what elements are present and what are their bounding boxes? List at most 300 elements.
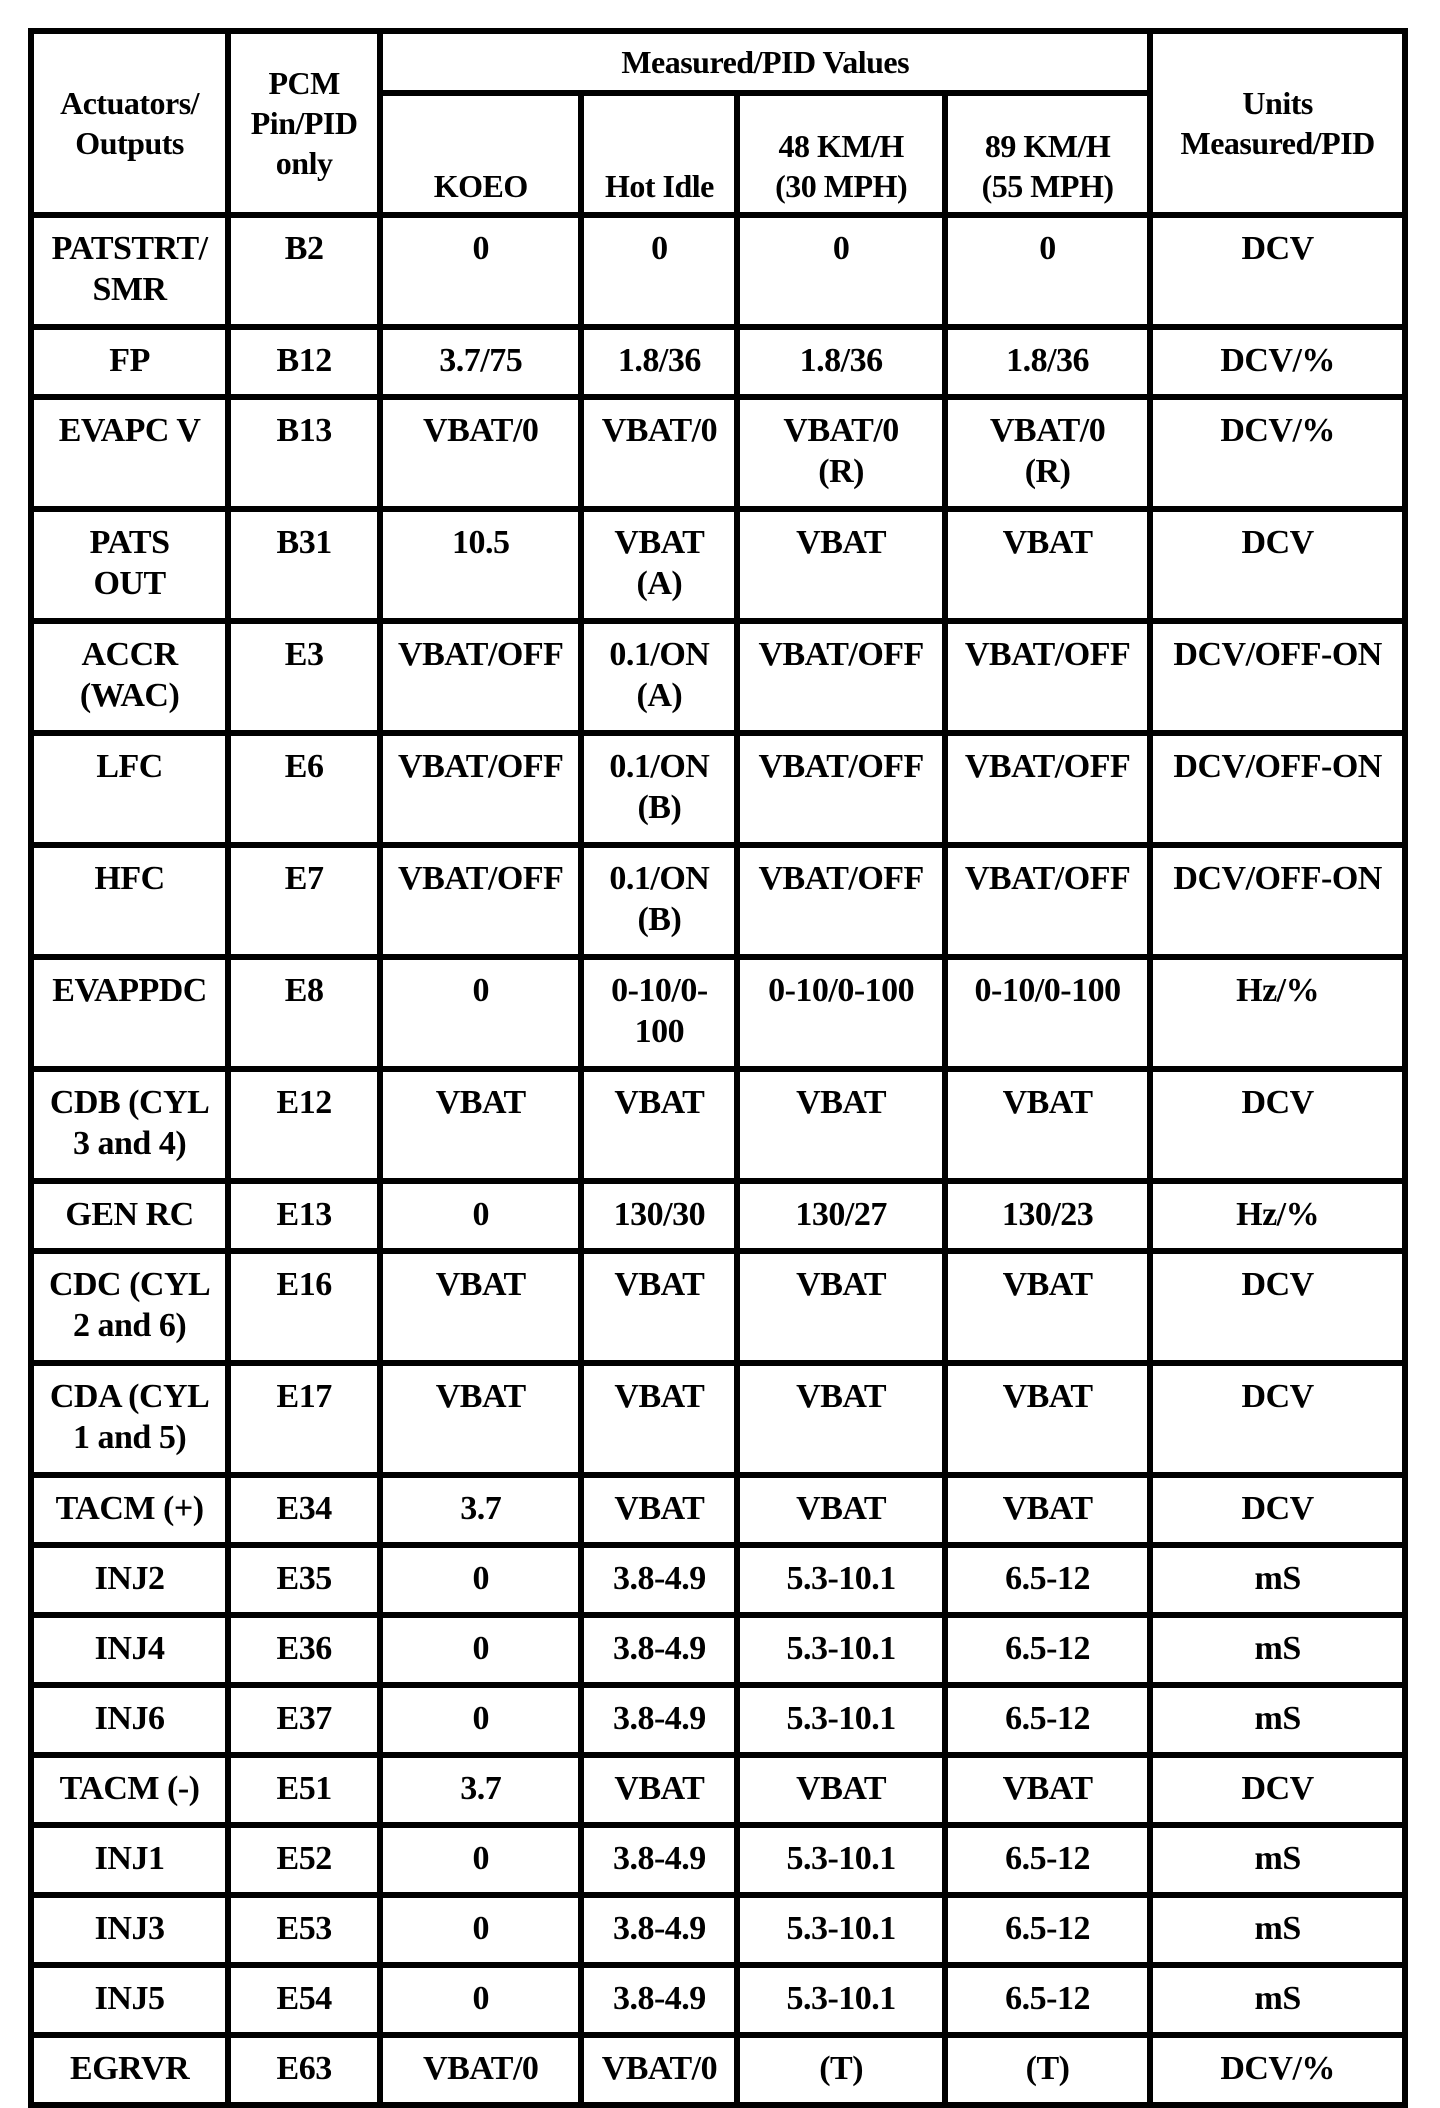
cell-line: 6.5-12	[1005, 1700, 1090, 1737]
cell-line: 0	[651, 230, 668, 267]
cell-line: VBAT	[796, 524, 887, 561]
cell-pin: E3	[231, 624, 377, 730]
cell-output	[34, 1184, 225, 1248]
cell-line: 6.5-12	[1005, 1980, 1090, 2017]
cell-89kmh	[948, 1828, 1147, 1892]
cell-89kmh	[948, 1688, 1147, 1752]
cell-line: 0-10/0-100	[974, 972, 1121, 1009]
cell-line: VBAT/OFF	[964, 636, 1131, 673]
cell-output	[34, 2038, 225, 2102]
cell-line: 0	[472, 1196, 489, 1233]
cell-hot-idle	[584, 512, 734, 618]
cell-line: (T)	[1025, 2050, 1070, 2087]
cell-89kmh	[948, 1548, 1147, 1612]
table-row	[34, 330, 1402, 394]
cell-koeo	[383, 1898, 578, 1962]
cell-89kmh	[948, 2038, 1147, 2102]
cell-output	[34, 1072, 225, 1178]
cell-48kmh	[740, 1968, 941, 2032]
cell-output	[34, 1618, 225, 1682]
cell-48kmh	[740, 1072, 941, 1178]
cell-line: EVAPC V	[58, 412, 201, 449]
cell-89kmh	[948, 1478, 1147, 1542]
cell-pin: E12	[231, 1072, 377, 1178]
cell-line: 3.7	[460, 1490, 502, 1527]
cell-line: PATSTRT/	[51, 230, 208, 267]
table-row	[34, 1184, 1402, 1248]
cell-line: VBAT	[1002, 1266, 1093, 1303]
cell-line: CDC (CYL	[48, 1266, 211, 1303]
cell-koeo	[383, 1072, 578, 1178]
cell-line: OUT	[93, 565, 166, 602]
cell-line: LFC	[96, 748, 163, 785]
cell-line: 3.8-4.9	[612, 1700, 706, 1737]
header-text: Outputs	[75, 125, 184, 161]
cell-line: VBAT/OFF	[398, 860, 564, 897]
cell-units: mS	[1153, 1968, 1402, 2032]
cell-units: DCV	[1153, 512, 1402, 618]
cell-pin: E35	[231, 1548, 377, 1612]
table-row	[34, 1618, 1402, 1682]
table-row	[34, 1758, 1402, 1822]
cell-output	[34, 512, 225, 618]
header-text: (30 MPH)	[775, 168, 908, 204]
cell-line: VBAT	[435, 1084, 526, 1121]
cell-line: 0	[472, 230, 489, 267]
cell-pin: E54	[231, 1968, 377, 2032]
cell-units: DCV/OFF-ON	[1153, 624, 1402, 730]
table-row	[34, 1478, 1402, 1542]
cell-line: 3.7/75	[439, 342, 523, 379]
cell-hot-idle	[584, 848, 734, 954]
cell-hot-idle	[584, 1898, 734, 1962]
cell-line: VBAT/0	[601, 2050, 718, 2087]
cell-89kmh	[948, 512, 1147, 618]
cell-line: VBAT/OFF	[964, 860, 1131, 897]
cell-units: mS	[1153, 1688, 1402, 1752]
cell-line: (A)	[636, 677, 683, 714]
cell-hot-idle	[584, 1968, 734, 2032]
cell-pin: E17	[231, 1366, 377, 1472]
cell-koeo	[383, 2038, 578, 2102]
cell-line: 0	[472, 972, 489, 1009]
cell-line: 0.1/ON	[609, 860, 710, 897]
table-row	[34, 218, 1402, 324]
cell-line: (WAC)	[79, 677, 180, 714]
cell-48kmh	[740, 1184, 941, 1248]
cell-line: INJ3	[94, 1910, 165, 1947]
cell-line: GEN RC	[65, 1196, 194, 1233]
cell-line: 3 and 4)	[73, 1125, 187, 1162]
table-row	[34, 512, 1402, 618]
cell-line: VBAT	[1002, 1378, 1093, 1415]
header-row-1	[34, 34, 1402, 90]
cell-line: PATS	[89, 524, 170, 561]
cell-hot-idle	[584, 1758, 734, 1822]
cell-line: 0-10/0-	[611, 972, 708, 1009]
cell-line: 6.5-12	[1005, 1910, 1090, 1947]
header-text: Measured/PID	[1180, 125, 1375, 161]
cell-line: (B)	[637, 901, 682, 938]
cell-line: EGRVR	[70, 2050, 190, 2087]
cell-line: VBAT/OFF	[398, 636, 564, 673]
cell-line: VBAT	[796, 1490, 887, 1527]
cell-koeo	[383, 330, 578, 394]
cell-line: 0.1/ON	[609, 636, 710, 673]
cell-line: VBAT	[614, 1378, 705, 1415]
cell-line: VBAT/0	[989, 412, 1106, 449]
cell-89kmh	[948, 1618, 1147, 1682]
cell-line: VBAT/0	[601, 412, 718, 449]
cell-line: 3.8-4.9	[612, 1560, 706, 1597]
cell-48kmh	[740, 1618, 941, 1682]
cell-units: DCV/OFF-ON	[1153, 848, 1402, 954]
cell-line: VBAT	[1002, 1490, 1093, 1527]
cell-hot-idle	[584, 960, 734, 1066]
cell-units: DCV	[1153, 1758, 1402, 1822]
cell-line: 3.8-4.9	[612, 1630, 706, 1667]
cell-line: VBAT	[796, 1378, 887, 1415]
table-row	[34, 624, 1402, 730]
cell-output	[34, 960, 225, 1066]
cell-line: 1.8/36	[799, 342, 883, 379]
cell-hot-idle	[584, 1184, 734, 1248]
cell-koeo	[383, 218, 578, 324]
cell-line: VBAT	[796, 1266, 887, 1303]
cell-line: (R)	[1024, 453, 1071, 490]
cell-output	[34, 1366, 225, 1472]
cell-line: CDA (CYL	[49, 1378, 210, 1415]
cell-line: INJ5	[94, 1980, 165, 2017]
cell-48kmh	[740, 736, 941, 842]
cell-pin: E51	[231, 1758, 377, 1822]
cell-89kmh	[948, 1184, 1147, 1248]
cell-line: 0	[472, 1700, 489, 1737]
cell-line: 0	[472, 1980, 489, 2017]
table-row	[34, 1254, 1402, 1360]
cell-koeo	[383, 1366, 578, 1472]
cell-line: INJ1	[94, 1840, 165, 1877]
table-row	[34, 2038, 1402, 2102]
cell-48kmh	[740, 624, 941, 730]
cell-48kmh	[740, 960, 941, 1066]
cell-output	[34, 736, 225, 842]
cell-line: 5.3-10.1	[786, 1700, 896, 1737]
cell-line: HFC	[94, 860, 165, 897]
cell-line: VBAT	[614, 524, 705, 561]
cell-pin: E53	[231, 1898, 377, 1962]
cell-line: 0.1/ON	[609, 748, 710, 785]
header-text: 89 KM/H	[984, 128, 1111, 164]
cell-koeo	[383, 400, 578, 506]
cell-units: DCV	[1153, 1366, 1402, 1472]
cell-48kmh	[740, 848, 941, 954]
cell-pin: E36	[231, 1618, 377, 1682]
cell-line: 1.8/36	[617, 342, 701, 379]
cell-line: VBAT	[796, 1770, 887, 1807]
cell-line: (T)	[819, 2050, 864, 2087]
cell-output	[34, 1828, 225, 1892]
cell-koeo	[383, 960, 578, 1066]
cell-line: 3.7	[460, 1770, 502, 1807]
header-48kmh	[740, 96, 941, 212]
header-text: 48 KM/H	[778, 128, 904, 164]
cell-89kmh	[948, 1366, 1147, 1472]
cell-pin: B12	[231, 330, 377, 394]
cell-pin: B31	[231, 512, 377, 618]
cell-line: FP	[109, 342, 150, 379]
cell-units: DCV	[1153, 1254, 1402, 1360]
cell-line: 0-10/0-100	[768, 972, 915, 1009]
cell-koeo	[383, 848, 578, 954]
cell-line: VBAT	[796, 1084, 887, 1121]
cell-koeo	[383, 736, 578, 842]
cell-89kmh	[948, 1758, 1147, 1822]
cell-units: DCV/%	[1153, 330, 1402, 394]
cell-output	[34, 1758, 225, 1822]
cell-output	[34, 1254, 225, 1360]
cell-units: mS	[1153, 1898, 1402, 1962]
cell-line: 1.8/36	[1006, 342, 1090, 379]
cell-48kmh	[740, 1366, 941, 1472]
header-koeo: KOEO	[383, 96, 578, 212]
cell-48kmh	[740, 512, 941, 618]
table-row	[34, 1548, 1402, 1612]
header-text: Actuators/	[60, 85, 200, 121]
cell-89kmh	[948, 1968, 1147, 2032]
cell-pin: E52	[231, 1828, 377, 1892]
cell-koeo	[383, 1254, 578, 1360]
cell-line: 5.3-10.1	[786, 1840, 896, 1877]
cell-line: 0	[472, 1560, 489, 1597]
cell-line: (B)	[637, 789, 682, 826]
header-hot-idle: Hot Idle	[584, 96, 734, 212]
cell-hot-idle	[584, 1548, 734, 1612]
cell-hot-idle	[584, 400, 734, 506]
cell-line: 2 and 6)	[73, 1307, 187, 1344]
header-pcm-pin	[231, 34, 377, 212]
cell-line: 130/23	[1001, 1196, 1094, 1233]
cell-89kmh	[948, 1254, 1147, 1360]
table-row	[34, 736, 1402, 842]
cell-48kmh	[740, 2038, 941, 2102]
cell-hot-idle	[584, 1478, 734, 1542]
table-row	[34, 1968, 1402, 2032]
header-units	[1153, 34, 1402, 212]
cell-line: 6.5-12	[1005, 1630, 1090, 1667]
cell-line: VBAT	[1002, 524, 1093, 561]
cell-line: VBAT	[435, 1266, 526, 1303]
table-row	[34, 960, 1402, 1066]
cell-pin: E63	[231, 2038, 377, 2102]
cell-koeo	[383, 1968, 578, 2032]
actuator-output-table	[28, 28, 1408, 2108]
cell-line: CDB (CYL	[49, 1084, 210, 1121]
cell-pin: E16	[231, 1254, 377, 1360]
cell-pin: E13	[231, 1184, 377, 1248]
cell-89kmh	[948, 218, 1147, 324]
cell-line: VBAT/OFF	[758, 636, 924, 673]
cell-units: mS	[1153, 1618, 1402, 1682]
header-text: Pin/PID	[250, 105, 358, 141]
cell-output	[34, 218, 225, 324]
cell-89kmh	[948, 736, 1147, 842]
cell-48kmh	[740, 1548, 941, 1612]
cell-line: VBAT/OFF	[964, 748, 1131, 785]
cell-koeo	[383, 512, 578, 618]
header-text: (55 MPH)	[981, 168, 1114, 204]
cell-koeo	[383, 1828, 578, 1892]
cell-line: VBAT	[1002, 1770, 1093, 1807]
table-row	[34, 848, 1402, 954]
cell-line: VBAT	[435, 1378, 526, 1415]
cell-output	[34, 1898, 225, 1962]
cell-pin: E8	[231, 960, 377, 1066]
cell-units: DCV	[1153, 1478, 1402, 1542]
cell-line: VBAT/OFF	[398, 748, 564, 785]
cell-units: Hz/%	[1153, 960, 1402, 1066]
cell-line: 6.5-12	[1005, 1840, 1090, 1877]
cell-koeo	[383, 1618, 578, 1682]
cell-line: (A)	[636, 565, 683, 602]
cell-line: 6.5-12	[1005, 1560, 1090, 1597]
cell-pin: E37	[231, 1688, 377, 1752]
cell-output	[34, 1548, 225, 1612]
cell-48kmh	[740, 1898, 941, 1962]
header-text: only	[275, 145, 333, 181]
cell-48kmh	[740, 1688, 941, 1752]
cell-line: 10.5	[451, 524, 510, 561]
cell-line: VBAT/OFF	[758, 748, 924, 785]
cell-koeo	[383, 1184, 578, 1248]
cell-hot-idle	[584, 330, 734, 394]
cell-units: DCV/%	[1153, 400, 1402, 506]
cell-line: INJ4	[94, 1630, 165, 1667]
cell-line: 3.8-4.9	[612, 1840, 706, 1877]
cell-pin: B2	[231, 218, 377, 324]
header-text: PCM	[268, 65, 340, 101]
cell-line: VBAT/0	[423, 2050, 539, 2087]
cell-koeo	[383, 1548, 578, 1612]
cell-line: INJ2	[94, 1560, 165, 1597]
table-row	[34, 1688, 1402, 1752]
cell-line: VBAT	[614, 1490, 705, 1527]
cell-line: TACM (-)	[59, 1770, 200, 1807]
cell-hot-idle	[584, 218, 734, 324]
cell-output	[34, 400, 225, 506]
cell-hot-idle	[584, 624, 734, 730]
cell-line: INJ6	[94, 1700, 165, 1737]
cell-89kmh	[948, 1072, 1147, 1178]
cell-pin: E7	[231, 848, 377, 954]
cell-units: mS	[1153, 1548, 1402, 1612]
cell-output	[34, 624, 225, 730]
table-row	[34, 1072, 1402, 1178]
cell-line: 3.8-4.9	[612, 1910, 706, 1947]
cell-line: 3.8-4.9	[612, 1980, 706, 2017]
cell-line: 0	[1039, 230, 1056, 267]
cell-units: DCV	[1153, 218, 1402, 324]
cell-hot-idle	[584, 1072, 734, 1178]
cell-line: 0	[472, 1910, 489, 1947]
table-row	[34, 1898, 1402, 1962]
cell-hot-idle	[584, 736, 734, 842]
cell-output	[34, 1478, 225, 1542]
cell-koeo	[383, 1688, 578, 1752]
cell-hot-idle	[584, 1366, 734, 1472]
cell-line: 0	[472, 1840, 489, 1877]
cell-line: VBAT	[614, 1266, 705, 1303]
cell-hot-idle	[584, 1254, 734, 1360]
header-measured-values: Measured/PID Values	[383, 34, 1147, 90]
table-row	[34, 400, 1402, 506]
cell-hot-idle	[584, 2038, 734, 2102]
cell-pin: E34	[231, 1478, 377, 1542]
cell-output	[34, 1688, 225, 1752]
header-text: Units	[1242, 85, 1313, 121]
cell-line: 100	[634, 1013, 685, 1050]
cell-89kmh	[948, 848, 1147, 954]
table-row	[34, 1366, 1402, 1472]
cell-output	[34, 330, 225, 394]
cell-line: 5.3-10.1	[786, 1980, 896, 2017]
cell-line: EVAPPDC	[52, 972, 207, 1009]
cell-line: 1 and 5)	[73, 1419, 187, 1456]
cell-line: VBAT/0	[423, 412, 539, 449]
cell-89kmh	[948, 960, 1147, 1066]
cell-output	[34, 1968, 225, 2032]
header-actuators-outputs	[34, 34, 225, 212]
cell-line: 5.3-10.1	[786, 1910, 896, 1947]
cell-pin: B13	[231, 400, 377, 506]
cell-48kmh	[740, 1478, 941, 1542]
cell-48kmh	[740, 1254, 941, 1360]
cell-line: VBAT/0	[783, 412, 899, 449]
cell-line: 130/27	[795, 1196, 887, 1233]
cell-48kmh	[740, 218, 941, 324]
cell-89kmh	[948, 400, 1147, 506]
cell-48kmh	[740, 1828, 941, 1892]
cell-line: VBAT	[614, 1770, 705, 1807]
cell-output	[34, 848, 225, 954]
cell-48kmh	[740, 1758, 941, 1822]
cell-line: SMR	[92, 271, 167, 308]
cell-units: DCV/%	[1153, 2038, 1402, 2102]
table-container	[28, 28, 1408, 2108]
cell-units: DCV	[1153, 1072, 1402, 1178]
table-body	[34, 218, 1402, 2102]
cell-hot-idle	[584, 1828, 734, 1892]
cell-pin: E6	[231, 736, 377, 842]
table-row	[34, 1828, 1402, 1892]
cell-48kmh	[740, 330, 941, 394]
cell-line: ACCR	[81, 636, 178, 673]
cell-line: VBAT	[1002, 1084, 1093, 1121]
cell-units: Hz/%	[1153, 1184, 1402, 1248]
cell-line: VBAT	[614, 1084, 705, 1121]
cell-hot-idle	[584, 1688, 734, 1752]
header-89kmh	[948, 96, 1147, 212]
cell-line: 130/30	[613, 1196, 706, 1233]
table-header	[34, 34, 1402, 212]
cell-line: VBAT/OFF	[758, 860, 924, 897]
cell-89kmh	[948, 330, 1147, 394]
cell-line: 0	[832, 230, 850, 267]
cell-line: (R)	[818, 453, 864, 490]
cell-line: 5.3-10.1	[786, 1560, 896, 1597]
cell-line: 0	[472, 1630, 489, 1667]
cell-koeo	[383, 624, 578, 730]
